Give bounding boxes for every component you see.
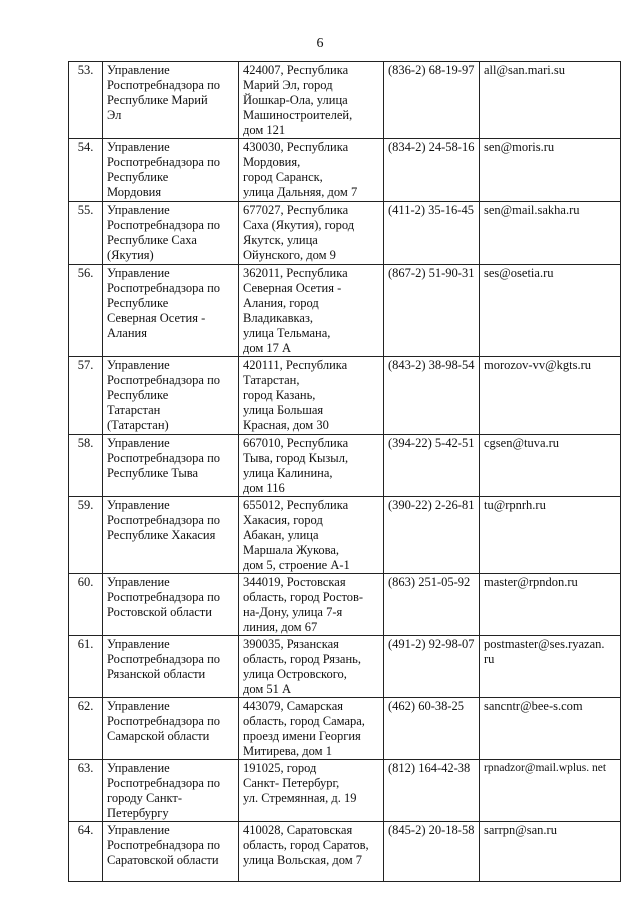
table-row — [69, 139, 621, 202]
email-address: all@san.mari.su — [480, 62, 621, 139]
phone-number: (843-2) 38-98-54 — [384, 357, 480, 435]
organization-name: Управление Роспотребнадзора по Республике Тыва — [103, 435, 239, 497]
postal-address: 344019, Ростовская область, город Ростов- на-Дону, улица 7-я линия, дом 67 — [239, 574, 384, 636]
table-row — [69, 698, 621, 760]
organization-name: Управление Роспотребнадзора по Республике Северная Осетия - Алания — [103, 265, 239, 357]
page-number: 6 — [316, 36, 324, 51]
row-number: 59. — [69, 497, 103, 574]
postal-address: 420111, Республика Татарстан, город Казань, улица Большая Красная, дом 30 — [239, 357, 384, 435]
email-address: master@rpndon.ru — [480, 574, 621, 636]
email-address: tu@rpnrh.ru — [480, 497, 621, 574]
postal-address: 424007, Республика Марий Эл, город Йошкар-Ола, улица Машиностроителей, дом 121 — [239, 62, 384, 139]
organization-name: Управление Роспотребнадзора по Рязанской области — [103, 636, 239, 698]
phone-number: (845-2) 20-18-58 — [384, 822, 480, 882]
phone-number: (394-22) 5-42-51 — [384, 435, 480, 497]
email-address: sancntr@bee-s.com — [480, 698, 621, 760]
table-row — [69, 574, 621, 636]
email-address: postmaster@ses.ryazan. ru — [480, 636, 621, 698]
email-address: ses@osetia.ru — [480, 265, 621, 357]
row-number: 58. — [69, 435, 103, 497]
phone-number: (411-2) 35-16-45 — [384, 202, 480, 265]
row-number: 61. — [69, 636, 103, 698]
phone-number: (836-2) 68-19-97 — [384, 62, 480, 139]
organization-name: Управление Роспотребнадзора по Республике Саха (Якутия) — [103, 202, 239, 265]
email-address: sarrpn@san.ru — [480, 822, 621, 882]
email-address: rpnadzor@mail.wplus. net — [480, 760, 621, 822]
phone-number: (867-2) 51-90-31 — [384, 265, 480, 357]
organization-name: Управление Роспотребнадзора по Ростовской области — [103, 574, 239, 636]
email-address: sen@moris.ru — [480, 139, 621, 202]
organization-name: Управление Роспотребнадзора по Саратовской области — [103, 822, 239, 882]
email-address: sen@mail.sakha.ru — [480, 202, 621, 265]
organization-name: Управление Роспотребнадзора по Республике Мордовия — [103, 139, 239, 202]
row-number: 55. — [69, 202, 103, 265]
row-number: 60. — [69, 574, 103, 636]
organization-name: Управление Роспотребнадзора по городу Санкт- Петербургу — [103, 760, 239, 822]
organization-name: Управление Роспотребнадзора по Республике Хакасия — [103, 497, 239, 574]
table-row — [69, 435, 621, 497]
row-number: 54. — [69, 139, 103, 202]
postal-address: 390035, Рязанская область, город Рязань, улица Островского, дом 51 А — [239, 636, 384, 698]
postal-address: 430030, Республика Мордовия, город Саранск, улица Дальняя, дом 7 — [239, 139, 384, 202]
postal-address: 191025, город Санкт- Петербург, ул. Стремянная, д. 19 — [239, 760, 384, 822]
postal-address: 443079, Самарская область, город Самара, проезд имени Георгия Митирева, дом 1 — [239, 698, 384, 760]
table-row — [69, 202, 621, 265]
row-number: 56. — [69, 265, 103, 357]
organization-name: Управление Роспотребнадзора по Республике Татарстан (Татарстан) — [103, 357, 239, 435]
row-number: 53. — [69, 62, 103, 139]
table-row — [69, 822, 621, 882]
phone-number: (462) 60-38-25 — [384, 698, 480, 760]
email-address: cgsen@tuva.ru — [480, 435, 621, 497]
phone-number: (390-22) 2-26-81 — [384, 497, 480, 574]
table-row — [69, 265, 621, 357]
table-row — [69, 760, 621, 822]
organization-name: Управление Роспотребнадзора по Республике Марий Эл — [103, 62, 239, 139]
row-number: 62. — [69, 698, 103, 760]
postal-address: 677027, Республика Саха (Якутия), город Якутск, улица Ойунского, дом 9 — [239, 202, 384, 265]
phone-number: (491-2) 92-98-07 — [384, 636, 480, 698]
row-number: 63. — [69, 760, 103, 822]
postal-address: 667010, Республика Тыва, город Кызыл, улица Калинина, дом 116 — [239, 435, 384, 497]
phone-number: (812) 164-42-38 — [384, 760, 480, 822]
postal-address: 655012, Республика Хакасия, город Абакан, улица Маршала Жукова, дом 5, строение А-1 — [239, 497, 384, 574]
phone-number: (863) 251-05-92 — [384, 574, 480, 636]
row-number: 64. — [69, 822, 103, 882]
table-row — [69, 357, 621, 435]
email-address: morozov-vv@kgts.ru — [480, 357, 621, 435]
postal-address: 410028, Саратовская область, город Саратов, улица Вольская, дом 7 — [239, 822, 384, 882]
postal-address: 362011, Республика Северная Осетия - Алания, город Владикавказ, улица Тельмана, дом 17 А — [239, 265, 384, 357]
table-row — [69, 497, 621, 574]
table-row — [69, 636, 621, 698]
row-number: 57. — [69, 357, 103, 435]
organization-name: Управление Роспотребнадзора по Самарской области — [103, 698, 239, 760]
rospotrebnadzor-directory-table — [68, 61, 621, 882]
phone-number: (834-2) 24-58-16 — [384, 139, 480, 202]
table-row — [69, 62, 621, 139]
